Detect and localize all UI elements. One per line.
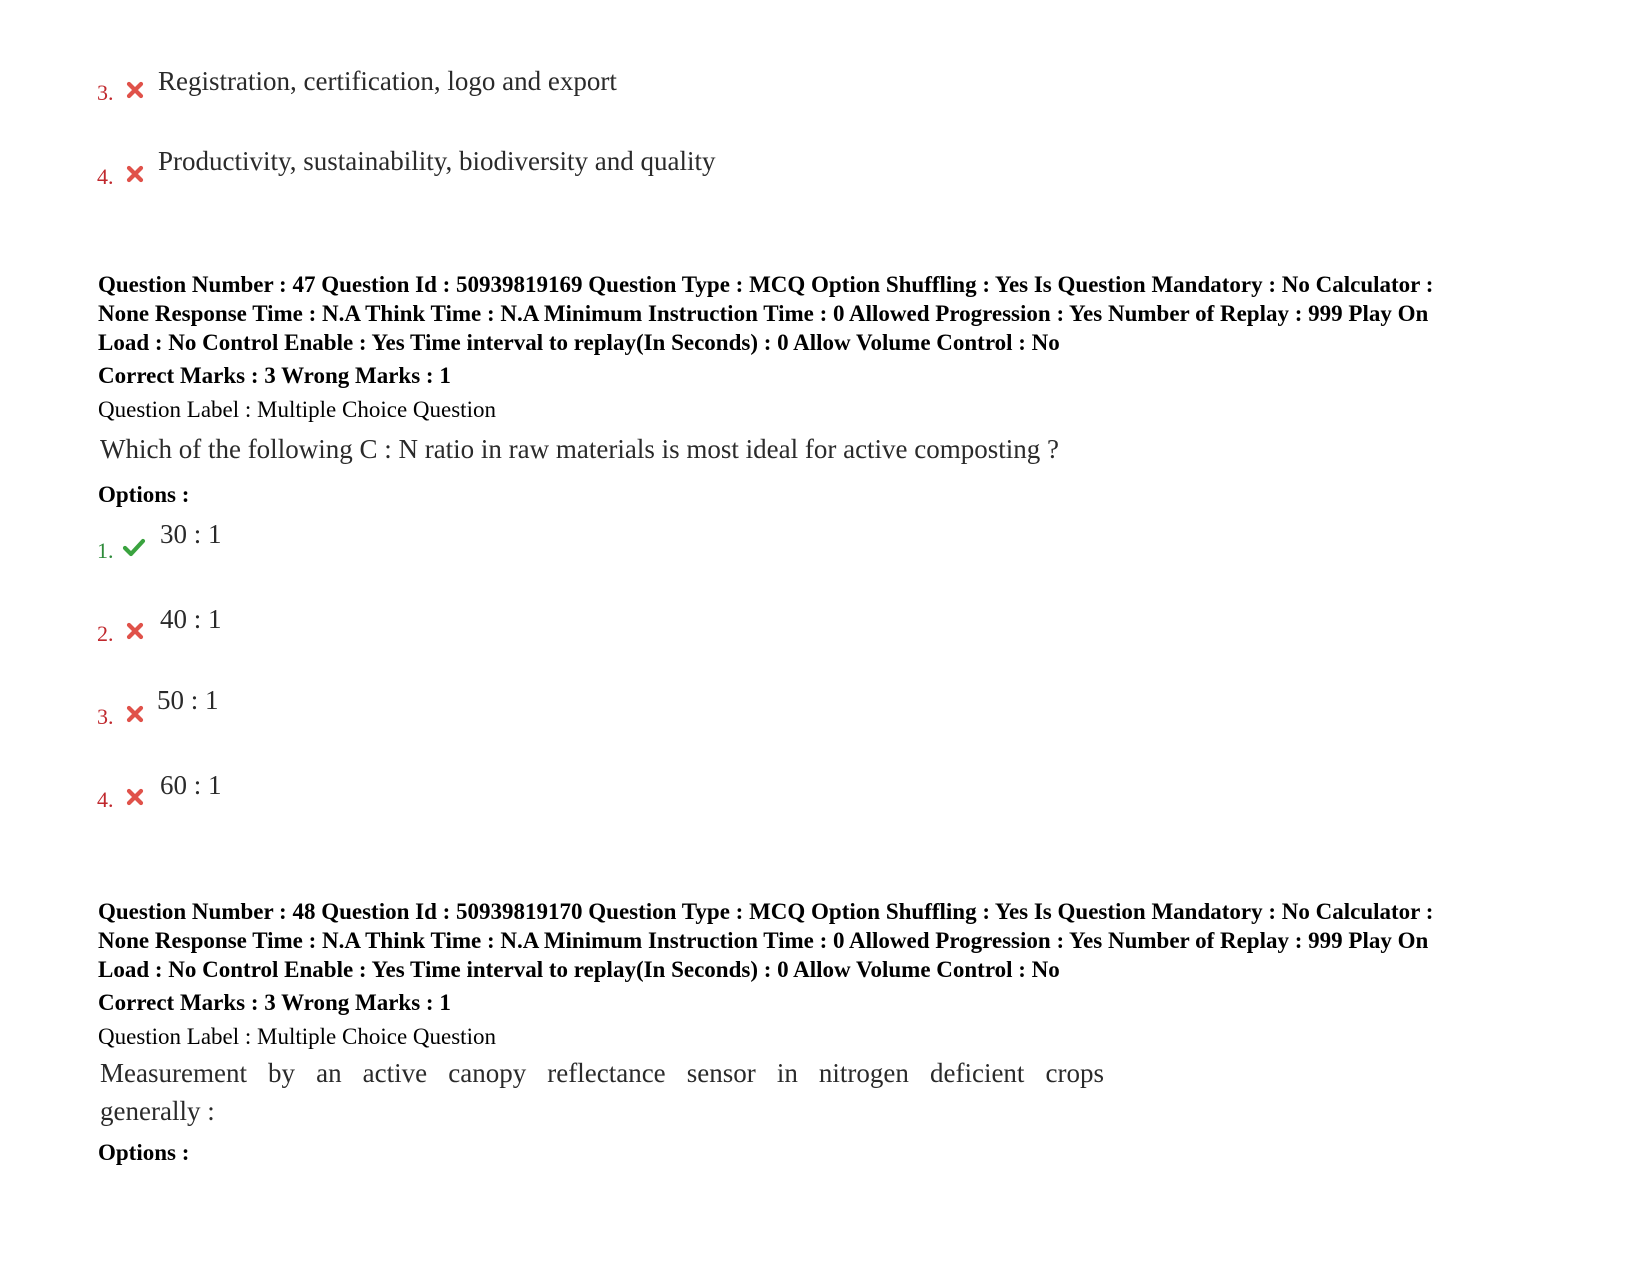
option-text: 60 : 1 [160,770,222,800]
option-text: Registration, certification, logo and export [158,66,617,96]
question-meta-line: Question Number : 48 Question Id : 50939819170 Question Type : MCQ Option Shuffling : Yes Is Question Mandatory : No Calculator : [98,899,1434,924]
question-meta [98,270,1556,357]
cross-mark-icon [124,703,146,725]
option-text: 40 : 1 [160,604,222,634]
question-text-continued: generally : [100,1096,215,1126]
cross-mark-icon [124,620,146,642]
question-meta-line: Question Number : 47 Question Id : 50939819169 Question Type : MCQ Option Shuffling : Yes Is Question Mandatory : No Calculator : [98,272,1434,297]
option-number: 4. [97,164,114,189]
option-number: 2. [97,621,114,646]
cross-mark-icon [124,79,146,101]
cross-mark-icon [124,163,146,185]
question-label: Question Label : Multiple Choice Question [98,1024,496,1049]
option-number: 1. [97,538,114,563]
question-label: Question Label : Multiple Choice Question [98,397,496,422]
option-text: 50 : 1 [157,685,219,715]
option-text: Productivity, sustainability, biodiversity and quality [158,146,716,176]
question-text: Which of the following C : N ratio in raw materials is most ideal for active composting ? [100,434,1060,464]
option-number: 3. [97,704,114,729]
option-number: 4. [97,787,114,812]
option-text: 30 : 1 [160,519,222,549]
question-meta [98,897,1556,984]
question-meta-line: Load : No Control Enable : Yes Time interval to replay(In Seconds) : 0 Allow Volume Control : No [98,330,1060,355]
question-text: Measurement by an active canopy reflectance sensor in nitrogen deficient crops [100,1058,1104,1088]
question-meta-line: None Response Time : N.A Think Time : N.A Minimum Instruction Time : 0 Allowed Progression : Yes Number of Replay : 999 Play On [98,301,1429,326]
option-number: 3. [97,80,114,105]
question-marks: Correct Marks : 3 Wrong Marks : 1 [98,990,451,1015]
check-mark-icon [122,536,146,558]
options-label: Options : [98,1140,190,1165]
question-marks: Correct Marks : 3 Wrong Marks : 1 [98,363,451,388]
question-meta-line: Load : No Control Enable : Yes Time interval to replay(In Seconds) : 0 Allow Volume Control : No [98,957,1060,982]
question-meta-line: None Response Time : N.A Think Time : N.A Minimum Instruction Time : 0 Allowed Progression : Yes Number of Replay : 999 Play On [98,928,1429,953]
options-label: Options : [98,482,190,507]
cross-mark-icon [124,786,146,808]
